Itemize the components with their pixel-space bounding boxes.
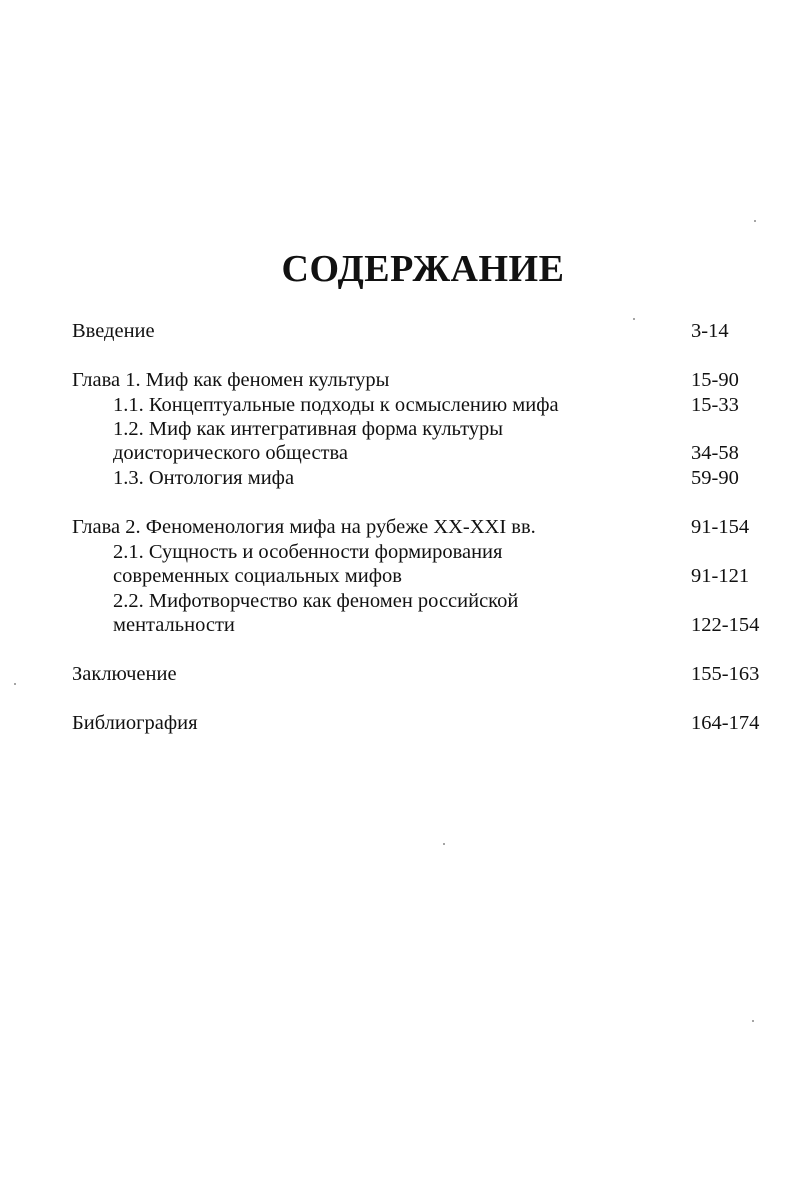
toc-section-2-1-label-line2: современных социальных мифов: [113, 565, 402, 587]
toc-section-2-1-pages: 91-121: [691, 565, 750, 587]
toc-bibliography-pages: 164-174: [691, 712, 760, 734]
scan-speck: [752, 1020, 754, 1022]
toc-conclusion-pages: 155-163: [691, 663, 760, 685]
scan-speck: [443, 843, 445, 845]
toc-intro-pages: 3-14: [691, 320, 729, 342]
page-title: СОДЕРЖАНИЕ: [281, 248, 565, 290]
toc-section-1-2-label-line2: доисторического общества: [113, 442, 349, 464]
toc-section-1-2-label-line1: 1.2. Миф как интегративная форма культуры: [113, 418, 504, 440]
toc-conclusion-label: Заключение: [72, 663, 177, 685]
toc-section-1-3-pages: 59-90: [691, 467, 739, 489]
toc-section-1-2-pages: 34-58: [691, 442, 739, 464]
toc-chapter2-pages: 91-154: [691, 516, 750, 538]
toc-section-1-1-pages: 15-33: [691, 394, 739, 416]
toc-intro-label: Введение: [72, 320, 155, 342]
toc-section-2-1-label-line1: 2.1. Сущность и особенности формирования: [113, 541, 503, 563]
toc-chapter2-label: Глава 2. Феноменология мифа на рубеже XX-XXI вв.: [72, 516, 536, 538]
toc-section-2-2-label-line1: 2.2. Мифотворчество как феномен российской: [113, 590, 519, 612]
toc-chapter1-label: Глава 1. Миф как феномен культуры: [72, 369, 390, 391]
toc-bibliography-label: Библиография: [72, 712, 198, 734]
toc-section-1-1-label: 1.1. Концептуальные подходы к осмыслению мифа: [113, 394, 559, 416]
scan-speck: [14, 683, 16, 685]
toc-section-2-2-pages: 122-154: [691, 614, 760, 636]
toc-section-1-3-label: 1.3. Онтология мифа: [113, 467, 295, 489]
toc-section-2-2-label-line2: ментальности: [113, 614, 235, 636]
toc-chapter1-pages: 15-90: [691, 369, 739, 391]
scan-speck: [633, 318, 635, 320]
scan-speck: [754, 220, 756, 222]
